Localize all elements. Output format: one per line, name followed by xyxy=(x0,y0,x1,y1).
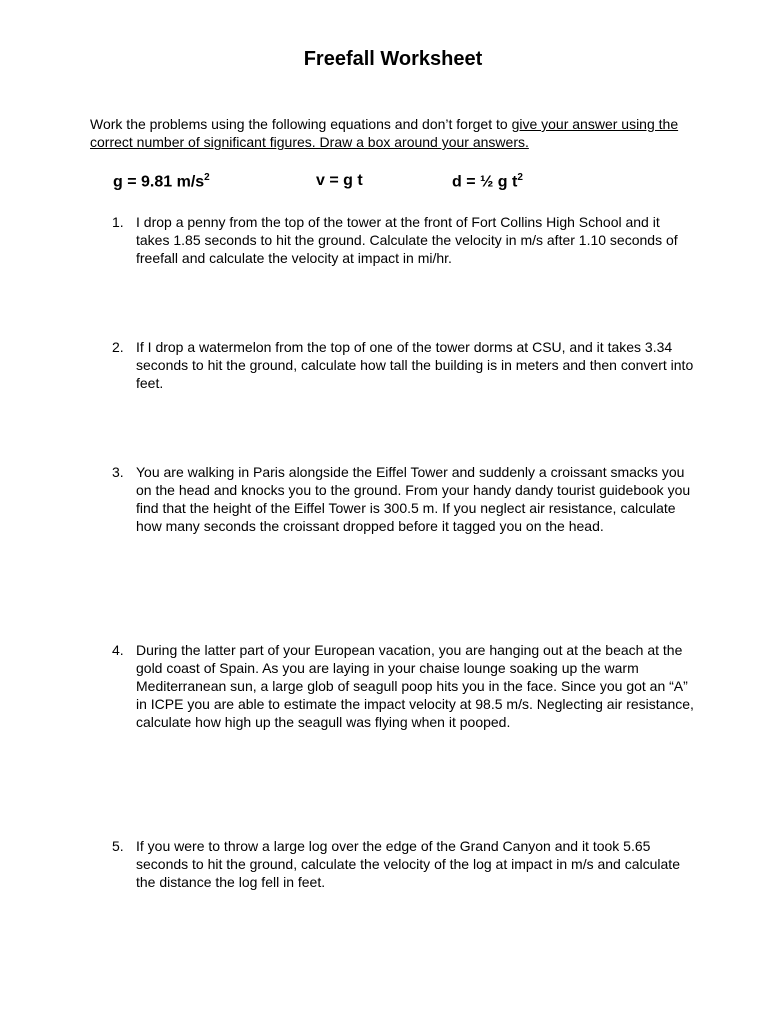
equation-gravity-base: g = 9.81 m/s xyxy=(113,173,205,191)
problem-4 xyxy=(112,641,697,731)
problem-number: 3. xyxy=(112,464,124,480)
problem-text: I drop a penny from the top of the tower at the front of Fort Collins High School and it takes 1.85 seconds to hit the ground. Calculate the velocity in m/s after 1.10 seconds of freefall and calculate the velocity at impact in mi/hr. xyxy=(136,214,678,266)
equation-distance xyxy=(452,172,523,191)
problem-text: If I drop a watermelon from the top of one of the tower dorms at CSU, and it takes 3.34 seconds to hit the ground, calculate how tall the building is in meters and then convert into feet. xyxy=(136,339,694,391)
problem-text: During the latter part of your European vacation, you are hanging out at the beach at the gold coast of Spain. As you are laying in your chaise lounge soaking up the warm Mediterranean sun, a large glob of seagull poop hits you in the face. Since you got an “A” in ICPE you are able to estimate the impact velocity at 98.5 m/s. Neglecting air resistance, calculate how high up the seagull was flying when it pooped. xyxy=(136,642,694,730)
problem-number: 4. xyxy=(112,642,124,658)
equation-distance-exponent: 2 xyxy=(517,172,523,183)
page-title: Freefall Worksheet xyxy=(303,48,483,70)
problem-number: 5. xyxy=(112,838,124,854)
instructions-underlined: give your answer using the correct number of significant figures. Draw a box around your answers. xyxy=(90,116,679,150)
problem-text: You are walking in Paris alongside the Eiffel Tower and suddenly a croissant smacks you on the head and knocks you to the ground. From your handy dandy tourist guidebook you find that the height of the Eiffel Tower is 300.5 m. If you neglect air resistance, calculate how many seconds the croissant dropped before it tagged you on the head. xyxy=(136,464,691,534)
equation-gravity-exponent: 2 xyxy=(204,172,210,183)
problem-number: 1. xyxy=(112,214,124,230)
equation-gravity xyxy=(113,172,210,191)
problem-text: If you were to throw a large log over the edge of the Grand Canyon and it took 5.65 seconds to hit the ground, calculate the velocity of the log at impact in m/s and calculate the distance the log fell in feet. xyxy=(136,838,680,890)
instructions xyxy=(90,115,690,151)
equation-distance-base: d = ½ g t xyxy=(452,173,518,191)
problem-1 xyxy=(112,213,697,267)
equation-velocity xyxy=(316,172,363,190)
equation-velocity-base: v = g t xyxy=(316,172,363,189)
problem-2 xyxy=(112,338,697,392)
problem-3 xyxy=(112,463,697,535)
problem-5 xyxy=(112,837,697,891)
problem-number: 2. xyxy=(112,339,124,355)
instructions-text: Work the problems using the following equations and don’t forget to xyxy=(90,116,512,132)
